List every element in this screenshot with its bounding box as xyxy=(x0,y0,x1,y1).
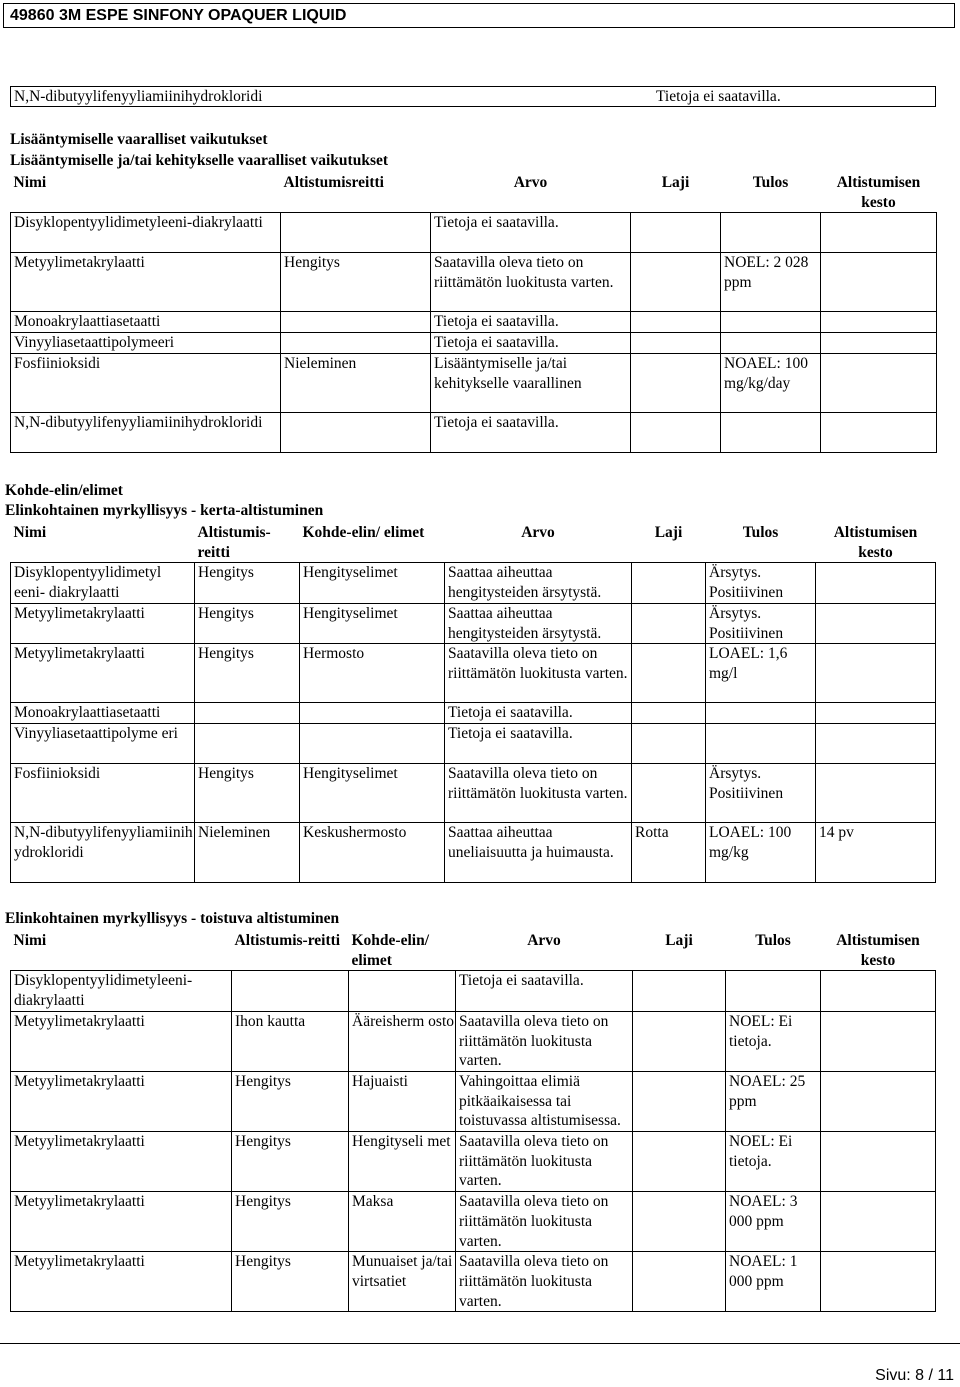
cell-species xyxy=(632,723,706,763)
cell-organ xyxy=(349,971,456,1011)
cell-species xyxy=(633,1132,726,1192)
cell-duration xyxy=(821,312,937,333)
cell-name: Vinyyliasetaattipolymeeri xyxy=(11,333,281,354)
cell-name: Disyklopentyylidimetyleeni-diakrylaatti xyxy=(11,971,232,1011)
repeated-exposure-table xyxy=(10,931,936,1312)
cell-organ: Munuaiset ja/tai virtsatiet xyxy=(349,1252,456,1312)
column-header-route: Altistumis-reitti xyxy=(197,524,271,561)
table-row xyxy=(11,822,936,882)
cell-value: Tietoja ei saatavilla. xyxy=(431,213,631,253)
document-title: 49860 3M ESPE SINFONY OPAQUER LIQUID xyxy=(3,3,955,28)
cell-species xyxy=(631,312,721,333)
cell-route xyxy=(281,312,431,333)
table-row xyxy=(11,1192,936,1252)
column-header-value: Arvo xyxy=(527,932,561,949)
cell-species xyxy=(631,412,721,452)
subsection-heading-single-exposure: Elinkohtainen myrkyllisyys - kerta-altistuminen xyxy=(5,502,324,519)
cell-result: NOEL: Ei tietoja. xyxy=(726,1011,821,1071)
column-header-name: Nimi xyxy=(13,174,47,191)
cell-route: Hengitys xyxy=(232,1132,349,1192)
cell-species: Rotta xyxy=(632,822,706,882)
column-header-route: Altistumisreitti xyxy=(283,174,384,191)
cell-species xyxy=(633,1011,726,1071)
cell-result xyxy=(706,723,816,763)
table-row xyxy=(11,603,936,643)
cell-organ: Hengityselimet xyxy=(300,763,445,822)
table-row xyxy=(11,1011,936,1071)
column-header-result: Tulos xyxy=(755,932,791,949)
cell-organ xyxy=(300,723,445,763)
table-row xyxy=(11,723,936,763)
cell-result xyxy=(721,213,821,253)
cell-value: Saatavilla oleva tieto on riittämätön luokitusta varten. xyxy=(456,1132,633,1192)
section-heading-target-organ: Kohde-elin/elimet xyxy=(5,482,123,499)
cell-duration xyxy=(821,1192,936,1252)
column-header-name: Nimi xyxy=(13,524,47,541)
single-exposure-table xyxy=(10,523,936,883)
cell-duration xyxy=(821,333,937,354)
cell-name: Disyklopentyylidimetyl eeni- diakrylaatti xyxy=(11,563,195,603)
cell-duration xyxy=(816,723,936,763)
column-header-organ: Kohde-elin/ elimet xyxy=(302,524,425,541)
table-row xyxy=(11,703,936,724)
cell-value: Tietoja ei saatavilla. xyxy=(456,971,633,1011)
cell-name: Metyylimetakrylaatti xyxy=(11,1252,232,1312)
cell-organ: Ääreisherm osto xyxy=(349,1011,456,1071)
table-row xyxy=(11,312,937,333)
cell-route: Hengitys xyxy=(232,1192,349,1252)
cell-duration xyxy=(821,412,937,452)
table-row xyxy=(11,353,937,412)
cell-duration xyxy=(821,253,937,312)
table-row xyxy=(11,1071,936,1131)
cell-route: Hengitys xyxy=(195,563,300,603)
cell-name: Disyklopentyylidimetyleeni-diakrylaatti xyxy=(11,213,281,253)
cell-route: Hengitys xyxy=(195,603,300,643)
table-row xyxy=(11,763,936,822)
column-header-value: Arvo xyxy=(521,524,555,541)
cell-name: N,N-dibutyylifenyyliamiinihydrokloridi xyxy=(11,412,281,452)
table-row xyxy=(11,644,936,703)
cell-value: Saatavilla oleva tieto on riittämätön luokitusta varten. xyxy=(456,1011,633,1071)
cell-species xyxy=(632,563,706,603)
cell-name: N,N-dibutyylifenyyliamiinih ydrokloridi xyxy=(11,822,195,882)
cell-duration xyxy=(821,1071,936,1131)
cell-route: Hengitys xyxy=(232,1071,349,1131)
table-row xyxy=(11,412,937,452)
cell-result: LOAEL: 1,6 mg/l xyxy=(706,644,816,703)
cell-species xyxy=(633,1192,726,1252)
cell-route xyxy=(195,723,300,763)
carryover-table-row xyxy=(10,86,936,107)
column-header-result: Tulos xyxy=(752,174,789,191)
cell-name: Monoakrylaattiasetaatti xyxy=(11,312,281,333)
subsection-heading-reproductive: Lisääntymiselle ja/tai kehitykselle vaaralliset vaikutukset xyxy=(10,152,389,169)
cell-species xyxy=(631,353,721,412)
cell-result: NOAEL: 3 000 ppm xyxy=(726,1192,821,1252)
cell-route: Nieleminen xyxy=(281,353,431,412)
cell-organ xyxy=(300,703,445,724)
cell-duration xyxy=(816,563,936,603)
cell-name: Metyylimetakrylaatti xyxy=(11,1011,232,1071)
row-name: N,N-dibutyylifenyyliamiinihydrokloridi xyxy=(14,88,263,105)
table-header-row xyxy=(11,523,936,563)
cell-result: NOEL: Ei tietoja. xyxy=(726,1132,821,1192)
cell-species xyxy=(632,703,706,724)
cell-name: Metyylimetakrylaatti xyxy=(11,1132,232,1192)
footer-divider xyxy=(0,1343,960,1344)
subsection-heading-repeated-exposure: Elinkohtainen myrkyllisyys - toistuva altistuminen xyxy=(5,910,340,927)
cell-species xyxy=(633,1252,726,1312)
table-header-row xyxy=(11,931,936,971)
cell-result xyxy=(706,703,816,724)
column-header-route: Altistumis-reitti xyxy=(234,932,341,949)
cell-value: Lisääntymiselle ja/tai kehitykselle vaarallinen xyxy=(431,353,631,412)
cell-duration xyxy=(821,1011,936,1071)
cell-organ: Hengityselimet xyxy=(300,563,445,603)
column-header-duration: Altistumisen kesto xyxy=(836,174,921,211)
cell-result: Ärsytys. Positiivinen xyxy=(706,763,816,822)
cell-species xyxy=(631,253,721,312)
table-row xyxy=(11,563,936,603)
cell-value: Vahingoittaa elimiä pitkäaikaisessa tai toistuvassa altistumisessa. xyxy=(456,1071,633,1131)
cell-name: Metyylimetakrylaatti xyxy=(11,644,195,703)
cell-route: Hengitys xyxy=(195,763,300,822)
table-header-row xyxy=(11,173,937,213)
cell-result: Ärsytys. Positiivinen xyxy=(706,603,816,643)
cell-duration xyxy=(816,644,936,703)
cell-result xyxy=(726,971,821,1011)
page-number: Sivu: 8 / 11 xyxy=(875,1367,954,1384)
table-row xyxy=(11,971,936,1011)
row-value: Tietoja ei saatavilla. xyxy=(656,88,781,105)
cell-species xyxy=(632,763,706,822)
cell-route: Ihon kautta xyxy=(232,1011,349,1071)
cell-value: Saattaa aiheuttaa uneliaisuutta ja huimausta. xyxy=(445,822,632,882)
cell-route xyxy=(195,703,300,724)
cell-route xyxy=(281,333,431,354)
cell-route: Hengitys xyxy=(195,644,300,703)
cell-result: NOAEL: 25 ppm xyxy=(726,1071,821,1131)
cell-duration xyxy=(821,1132,936,1192)
cell-organ: Hermosto xyxy=(300,644,445,703)
cell-route: Hengitys xyxy=(281,253,431,312)
cell-value: Tietoja ei saatavilla. xyxy=(431,312,631,333)
cell-name: Fosfiinioksidi xyxy=(11,353,281,412)
cell-value: Saattaa aiheuttaa hengitysteiden ärsytystä. xyxy=(445,563,632,603)
cell-value: Saatavilla oleva tieto on riittämätön luokitusta varten. xyxy=(456,1192,633,1252)
column-header-result: Tulos xyxy=(742,524,779,541)
cell-value: Tietoja ei saatavilla. xyxy=(445,723,632,763)
cell-duration xyxy=(821,353,937,412)
cell-result: NOAEL: 1 000 ppm xyxy=(726,1252,821,1312)
cell-species xyxy=(633,971,726,1011)
column-header-duration: Altistumisen kesto xyxy=(836,932,920,969)
table-row xyxy=(11,1252,936,1312)
cell-route: Hengitys xyxy=(232,1252,349,1312)
cell-name: Vinyyliasetaattipolyme eri xyxy=(11,723,195,763)
cell-value: Tietoja ei saatavilla. xyxy=(431,333,631,354)
cell-result: NOAEL: 100 mg/kg/day xyxy=(721,353,821,412)
cell-value: Saatavilla oleva tieto on riittämätön luokitusta varten. xyxy=(445,644,632,703)
table-row xyxy=(11,333,937,354)
cell-result: Ärsytys. Positiivinen xyxy=(706,563,816,603)
cell-result xyxy=(721,333,821,354)
column-header-duration: Altistumisen kesto xyxy=(833,524,918,561)
cell-result: LOAEL: 100 mg/kg xyxy=(706,822,816,882)
cell-duration: 14 pv xyxy=(816,822,936,882)
column-header-species: Laji xyxy=(665,932,693,949)
column-header-species: Laji xyxy=(661,174,690,191)
table-row xyxy=(11,213,937,253)
cell-name: Metyylimetakrylaatti xyxy=(11,253,281,312)
cell-route xyxy=(232,971,349,1011)
cell-organ: Hengityselimet xyxy=(300,603,445,643)
cell-result xyxy=(721,312,821,333)
cell-organ: Hajuaisti xyxy=(349,1071,456,1131)
column-header-value: Arvo xyxy=(513,174,548,191)
reproductive-toxicity-table xyxy=(10,173,937,453)
cell-result xyxy=(721,412,821,452)
cell-duration xyxy=(821,1252,936,1312)
cell-value: Saatavilla oleva tieto on riittämätön luokitusta varten. xyxy=(456,1252,633,1312)
cell-duration xyxy=(816,763,936,822)
cell-organ: Keskushermosto xyxy=(300,822,445,882)
cell-route xyxy=(281,213,431,253)
cell-value: Saatavilla oleva tieto on riittämätön luokitusta varten. xyxy=(431,253,631,312)
cell-name: Metyylimetakrylaatti xyxy=(11,1071,232,1131)
cell-species xyxy=(631,213,721,253)
cell-organ: Hengityseli met xyxy=(349,1132,456,1192)
cell-species xyxy=(632,603,706,643)
cell-species xyxy=(632,644,706,703)
cell-route xyxy=(281,412,431,452)
cell-name: Fosfiinioksidi xyxy=(11,763,195,822)
cell-name: Monoakrylaattiasetaatti xyxy=(11,703,195,724)
column-header-name: Nimi xyxy=(13,932,47,949)
section-heading-reproductive: Lisääntymiselle vaaralliset vaikutukset xyxy=(10,131,268,148)
cell-name: Metyylimetakrylaatti xyxy=(11,1192,232,1252)
cell-route: Nieleminen xyxy=(195,822,300,882)
cell-duration xyxy=(821,971,936,1011)
cell-species xyxy=(631,333,721,354)
cell-value: Saatavilla oleva tieto on riittämätön luokitusta varten. xyxy=(445,763,632,822)
cell-organ: Maksa xyxy=(349,1192,456,1252)
cell-value: Tietoja ei saatavilla. xyxy=(445,703,632,724)
cell-result: NOEL: 2 028 ppm xyxy=(721,253,821,312)
cell-value: Saattaa aiheuttaa hengitysteiden ärsytystä. xyxy=(445,603,632,643)
cell-duration xyxy=(821,213,937,253)
cell-duration xyxy=(816,603,936,643)
cell-name: Metyylimetakrylaatti xyxy=(11,603,195,643)
cell-duration xyxy=(816,703,936,724)
table-row xyxy=(11,253,937,312)
column-header-organ: Kohde-elin/ elimet xyxy=(351,932,430,969)
column-header-species: Laji xyxy=(654,524,683,541)
table-row xyxy=(11,1132,936,1192)
cell-species xyxy=(633,1071,726,1131)
cell-value: Tietoja ei saatavilla. xyxy=(431,412,631,452)
